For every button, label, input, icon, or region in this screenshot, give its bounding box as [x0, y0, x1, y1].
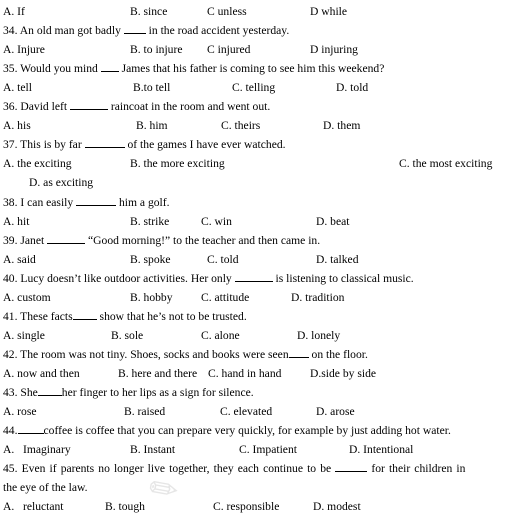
option: C. told	[207, 253, 239, 266]
option: D injuring	[310, 43, 358, 56]
q44-options	[3, 440, 510, 459]
option: D. modest	[313, 500, 361, 513]
q36-options	[3, 116, 510, 135]
option: C. elevated	[220, 405, 273, 418]
q37-options-cont	[3, 173, 510, 192]
answer-blank	[73, 307, 97, 320]
option: B.to tell	[133, 81, 171, 94]
option: C. responsible	[213, 500, 280, 513]
option: B. hobby	[130, 291, 173, 304]
answer-blank	[124, 21, 146, 34]
answer-blank	[289, 345, 309, 358]
q39-options	[3, 250, 510, 269]
option: C. telling	[232, 81, 276, 94]
answer-blank	[235, 269, 273, 282]
q34-options	[3, 40, 510, 59]
option: B. to injure	[130, 43, 183, 56]
option: C injured	[207, 43, 251, 56]
q37-options	[3, 154, 510, 173]
option: A. said	[3, 253, 36, 266]
option: A. If	[3, 5, 25, 18]
q33-options	[3, 2, 510, 21]
option: B. Instant	[130, 443, 176, 456]
answer-blank	[76, 193, 116, 206]
answer-blank	[85, 135, 125, 148]
option: D. Intentional	[349, 443, 414, 456]
question-36: 36. David left raincoat in the room and went out.	[3, 97, 510, 116]
answer-blank	[101, 59, 119, 72]
option: B. here and there	[118, 367, 198, 380]
option: B. sole	[111, 329, 144, 342]
q40-options	[3, 288, 510, 307]
q43-options	[3, 402, 510, 421]
option: A. single	[3, 329, 45, 342]
answer-blank	[18, 421, 44, 434]
question-43: 43. She her finger to her lips as a sign for silence.	[3, 383, 510, 402]
q45-options	[3, 497, 510, 516]
answer-blank	[38, 383, 62, 396]
option: C. attitude	[201, 291, 250, 304]
option: A. the exciting	[3, 157, 72, 170]
option: B. strike	[130, 215, 170, 228]
option: D. told	[336, 81, 369, 94]
option: C. theirs	[221, 119, 261, 132]
option: B. since	[130, 5, 168, 18]
option: D. talked	[316, 253, 359, 266]
q38-options	[3, 212, 510, 231]
q35-options	[3, 78, 510, 97]
answer-blank	[335, 459, 367, 472]
option: D while	[310, 5, 348, 18]
option: A. custom	[3, 291, 51, 304]
option: D. lonely	[297, 329, 341, 342]
option: A. rose	[3, 405, 37, 418]
question-42: 42. The room was not tiny. Shoes, socks and books were seen on the floor.	[3, 345, 510, 364]
question-39: 39. Janet “Good morning!” to the teacher and then came in.	[3, 231, 510, 250]
option: C. hand in hand	[208, 367, 282, 380]
option: D. beat	[316, 215, 350, 228]
question-41: 41. These facts show that he’s not to be trusted.	[3, 307, 510, 326]
option: A. hit	[3, 215, 30, 228]
question-45-cont: the eye of the law.	[3, 481, 88, 494]
option: C. the most exciting	[399, 157, 493, 170]
option: A. Imaginary	[3, 443, 71, 456]
option: D. as exciting	[29, 176, 94, 189]
watermark: ✎	[141, 465, 188, 515]
option: B. him	[136, 119, 168, 132]
answer-blank	[70, 97, 108, 110]
option: B. tough	[105, 500, 145, 513]
question-34: 34. An old man got badly in the road accident yesterday.	[3, 21, 510, 40]
option: D. tradition	[291, 291, 345, 304]
q42-options	[3, 364, 510, 383]
option: C unless	[207, 5, 247, 18]
option: B. spoke	[130, 253, 171, 266]
option: A. Injure	[3, 43, 45, 56]
question-38: 38. I can easily him a golf.	[3, 193, 510, 212]
option: C. alone	[201, 329, 240, 342]
option: C. win	[201, 215, 232, 228]
option: B. raised	[124, 405, 166, 418]
option: C. Impatient	[239, 443, 297, 456]
option: B. the more exciting	[130, 157, 225, 170]
option: A. now and then	[3, 367, 80, 380]
q41-options	[3, 326, 510, 345]
option: A. his	[3, 119, 31, 132]
option: A. tell	[3, 81, 32, 94]
question-45: 45. Even if parents no longer live together, they each continue to be for their children in	[3, 459, 510, 478]
option: D. them	[323, 119, 361, 132]
question-37: 37. This is by far of the games I have ever watched.	[3, 135, 510, 154]
option: D.side by side	[310, 367, 377, 380]
option: A. reluctant	[3, 500, 64, 513]
question-44: 44. coffee is coffee that you can prepare very quickly, for example by just adding hot water.	[3, 421, 510, 440]
answer-blank	[47, 231, 85, 244]
option: D. arose	[316, 405, 355, 418]
question-40: 40. Lucy doesn’t like outdoor activities. Her only is listening to classical music.	[3, 269, 510, 288]
question-35: 35. Would you mind James that his father is coming to see him this weekend?	[3, 59, 510, 78]
